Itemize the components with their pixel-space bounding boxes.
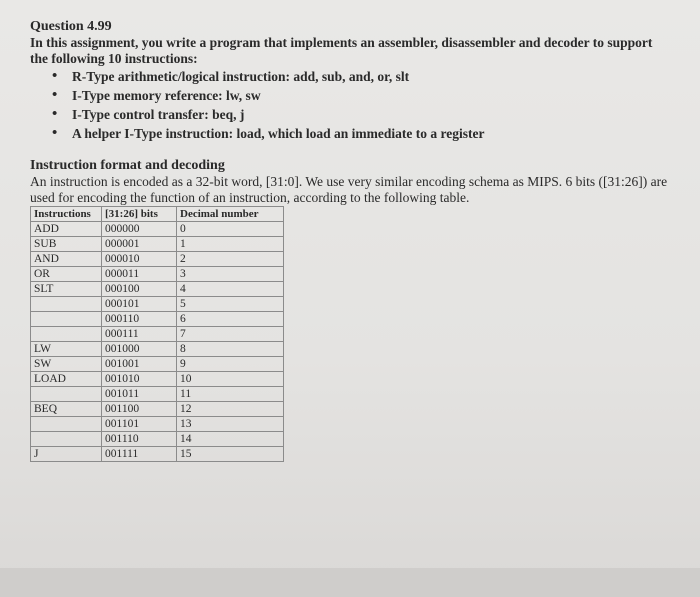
table-row — [31, 447, 284, 462]
cell-instruction: SW — [31, 357, 102, 372]
cell-bits: 001011 — [102, 387, 177, 402]
cell-decimal: 7 — [177, 327, 284, 342]
requirement-item: • I-Type control transfer: beq, j — [30, 105, 670, 124]
cell-bits: 000100 — [102, 282, 177, 297]
cell-decimal: 10 — [177, 372, 284, 387]
cell-instruction — [31, 432, 102, 447]
cell-decimal: 6 — [177, 312, 284, 327]
table-row — [31, 402, 284, 417]
table-row — [31, 417, 284, 432]
table-row — [31, 297, 284, 312]
cell-instruction — [31, 327, 102, 342]
cell-instruction: AND — [31, 252, 102, 267]
cell-decimal: 3 — [177, 267, 284, 282]
column-header-bits: [31:26] bits — [102, 207, 177, 222]
cell-instruction: BEQ — [31, 402, 102, 417]
table-row — [31, 327, 284, 342]
cell-instruction — [31, 297, 102, 312]
section-title: Instruction format and decoding — [30, 158, 225, 173]
table-row — [31, 357, 284, 372]
cell-bits: 001001 — [102, 357, 177, 372]
cell-instruction: OR — [31, 267, 102, 282]
table-row — [31, 312, 284, 327]
cell-decimal: 9 — [177, 357, 284, 372]
cell-decimal: 5 — [177, 297, 284, 312]
cell-decimal: 15 — [177, 447, 284, 462]
cell-instruction — [31, 417, 102, 432]
cell-instruction: ADD — [31, 222, 102, 237]
table-row — [31, 237, 284, 252]
cell-bits: 001111 — [102, 447, 177, 462]
table-row — [31, 432, 284, 447]
assignment-intro: In this assignment, you write a program that implements an assembler, disassembler and decoder to support the following 10 instructions: — [30, 35, 653, 66]
cell-instruction: J — [31, 447, 102, 462]
cell-bits: 001100 — [102, 402, 177, 417]
cell-instruction: LW — [31, 342, 102, 357]
cell-instruction: SUB — [31, 237, 102, 252]
encoding-table — [30, 206, 284, 462]
cell-bits: 000101 — [102, 297, 177, 312]
cell-decimal: 13 — [177, 417, 284, 432]
cell-instruction: LOAD — [31, 372, 102, 387]
cell-decimal: 11 — [177, 387, 284, 402]
cell-bits: 001110 — [102, 432, 177, 447]
cell-decimal: 14 — [177, 432, 284, 447]
cell-bits: 001000 — [102, 342, 177, 357]
table-row — [31, 387, 284, 402]
section-description: An instruction is encoded as a 32-bit word, [31:0]. We use very similar encoding schema as MIPS. 6 bits ([31:26]) are used for encoding the function of an instruction, according to the following table. — [30, 174, 668, 205]
cell-bits: 000001 — [102, 237, 177, 252]
table-row — [31, 282, 284, 297]
document-content — [30, 18, 670, 462]
cell-decimal: 2 — [177, 252, 284, 267]
cell-bits: 000110 — [102, 312, 177, 327]
table-body — [31, 222, 284, 462]
cell-instruction — [31, 387, 102, 402]
cell-instruction: SLT — [31, 282, 102, 297]
table-row — [31, 222, 284, 237]
table-row — [31, 372, 284, 387]
table-header-row — [31, 207, 284, 222]
cell-instruction — [31, 312, 102, 327]
cell-bits: 000000 — [102, 222, 177, 237]
cell-bits: 001101 — [102, 417, 177, 432]
column-header-decimal: Decimal number — [177, 207, 284, 222]
requirement-item: • R-Type arithmetic/logical instruction: add, sub, and, or, slt — [30, 67, 670, 86]
cell-bits: 001010 — [102, 372, 177, 387]
cell-bits: 000011 — [102, 267, 177, 282]
requirement-item: • A helper I-Type instruction: load, which load an immediate to a register — [30, 124, 670, 143]
column-header-instructions: Instructions — [31, 207, 102, 222]
requirement-item: • I-Type memory reference: lw, sw — [30, 86, 670, 105]
question-title: Question 4.99 — [30, 19, 112, 34]
table-row — [31, 267, 284, 282]
requirements-list — [30, 67, 670, 143]
cell-decimal: 0 — [177, 222, 284, 237]
cell-bits: 000111 — [102, 327, 177, 342]
cell-decimal: 1 — [177, 237, 284, 252]
page-bottom-band — [0, 568, 700, 597]
cell-bits: 000010 — [102, 252, 177, 267]
cell-decimal: 12 — [177, 402, 284, 417]
table-row — [31, 342, 284, 357]
cell-decimal: 8 — [177, 342, 284, 357]
table-row — [31, 252, 284, 267]
cell-decimal: 4 — [177, 282, 284, 297]
